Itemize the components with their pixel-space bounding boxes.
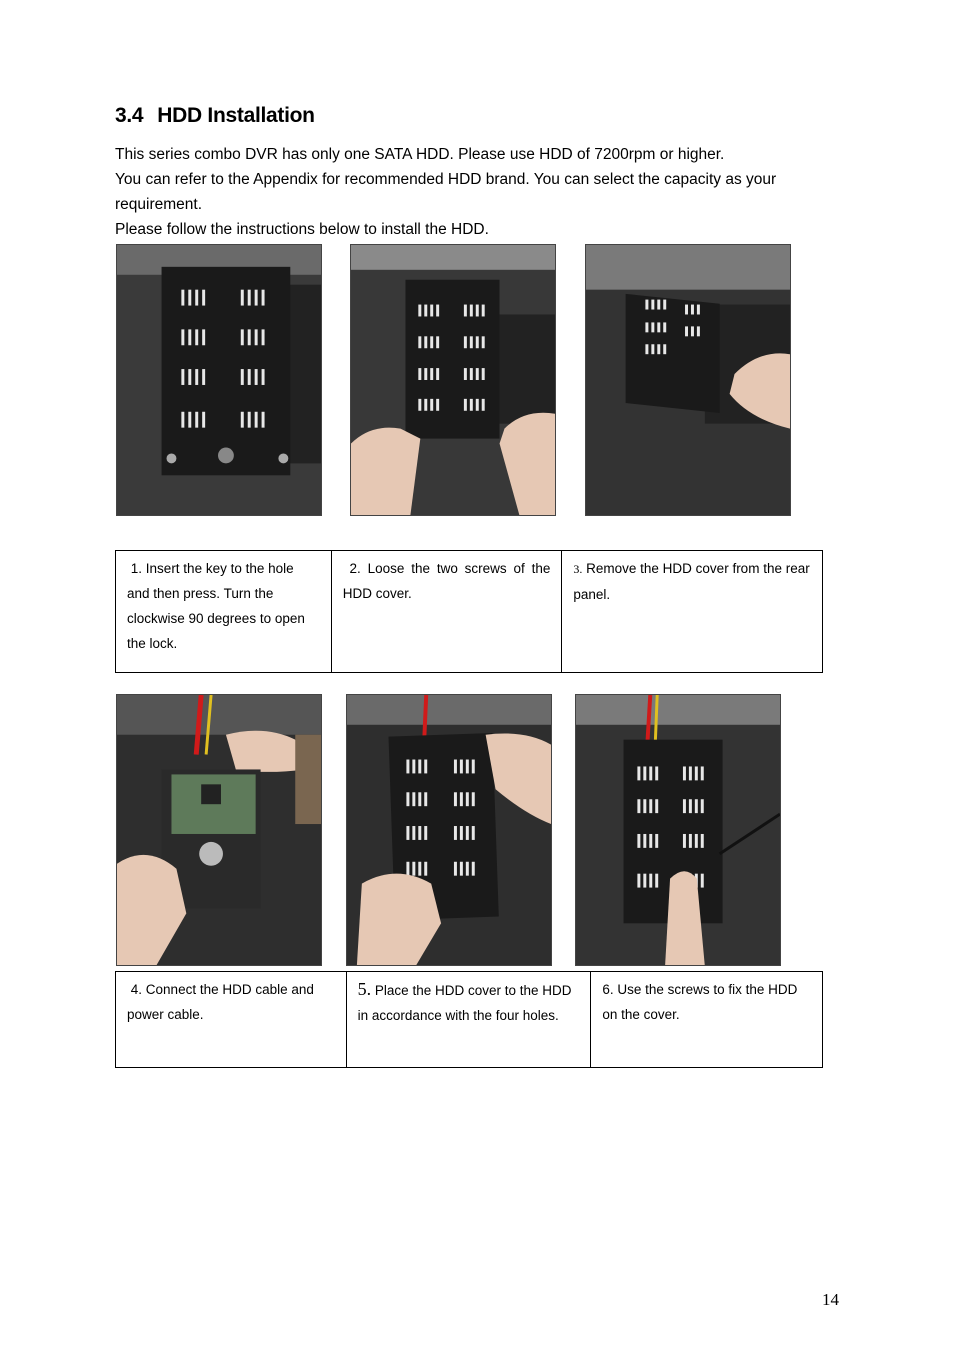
step-3-photo bbox=[585, 244, 791, 516]
step-5-photo bbox=[346, 694, 552, 966]
intro-paragraph: Please follow the instructions below to install the HDD. bbox=[115, 221, 489, 238]
intro-paragraph: This series combo DVR has only one SATA HDD. Please use HDD of 7200rpm or higher. bbox=[115, 146, 725, 163]
step-number: 1. bbox=[130, 561, 143, 576]
intro-text bbox=[115, 142, 845, 242]
step-6-photo bbox=[575, 694, 781, 966]
step-3-cell bbox=[562, 551, 823, 673]
step-text: Use the screws to fix the HDD on the cover. bbox=[602, 982, 798, 1022]
page-number: 14 bbox=[822, 1290, 839, 1309]
step-text: Remove the HDD cover from the rear panel. bbox=[573, 561, 810, 602]
step-number: 2. bbox=[349, 561, 361, 576]
step-number: 4. bbox=[130, 982, 143, 997]
step-text: Loose the two screws of the HDD cover. bbox=[342, 561, 551, 601]
step-text: Place the HDD cover to the HDD in accordance with the four holes. bbox=[357, 983, 572, 1023]
step-5-cell bbox=[346, 972, 591, 1068]
steps-table-1 bbox=[115, 550, 823, 673]
step-number: 5. bbox=[357, 979, 372, 999]
step-4-cell bbox=[116, 972, 347, 1068]
section-heading bbox=[115, 104, 315, 128]
section-title: HDD Installation bbox=[157, 104, 315, 127]
section-number: 3.4 bbox=[115, 104, 144, 127]
intro-paragraph: You can refer to the Appendix for recommended HDD brand. You can select the capacity as your requirement. bbox=[115, 171, 777, 213]
step-1-cell bbox=[116, 551, 332, 673]
step-6-cell bbox=[591, 972, 823, 1068]
step-1-photo bbox=[116, 244, 322, 516]
table-row bbox=[116, 972, 823, 1068]
step-text: Insert the key to the hole and then press. Turn the clockwise 90 degrees to open the lock. bbox=[127, 561, 305, 651]
step-2-cell bbox=[331, 551, 562, 673]
step-text: Connect the HDD cable and power cable. bbox=[127, 982, 314, 1022]
step-2-photo bbox=[350, 244, 556, 516]
step-number: 6. bbox=[602, 982, 614, 997]
step-number: 3. bbox=[573, 562, 583, 576]
steps-table-2 bbox=[115, 971, 823, 1068]
step-4-photo bbox=[116, 694, 322, 966]
table-row bbox=[116, 551, 823, 673]
